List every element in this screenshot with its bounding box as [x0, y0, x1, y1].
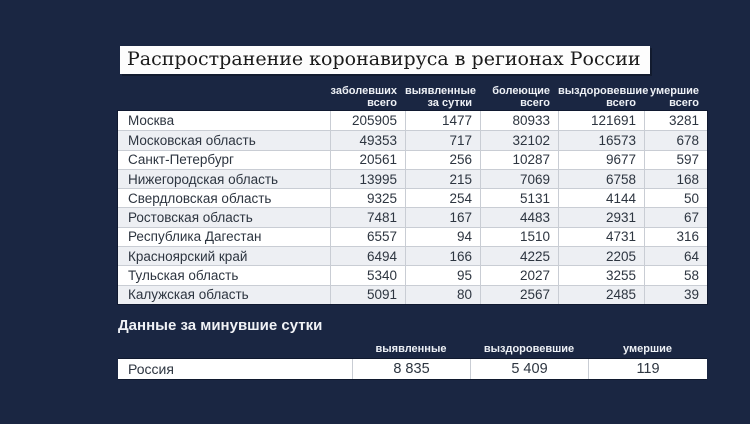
value-cell: 2205 — [558, 247, 644, 265]
header-detected-per-day: выявленные за сутки — [405, 85, 476, 109]
daily-value-cell: 8 835 — [352, 359, 470, 379]
value-cell: 678 — [644, 131, 707, 149]
value-cell: 4483 — [480, 208, 558, 226]
value-cell: 6557 — [330, 228, 405, 246]
value-cell: 215 — [405, 170, 480, 188]
region-name: Ростовская область — [128, 210, 253, 226]
value-cell: 2485 — [558, 286, 644, 304]
header-recovered-total: выздоровевшие всего — [558, 85, 649, 109]
country-name: Россия — [128, 361, 174, 377]
value-cell: 13995 — [330, 170, 405, 188]
value-cell: 80933 — [480, 111, 558, 130]
value-cell: 256 — [405, 151, 480, 169]
daily-header-recovered: выздоровевшие — [483, 343, 575, 355]
value-cell: 58 — [644, 266, 707, 284]
value-cell: 2027 — [480, 266, 558, 284]
value-cell: 95 — [405, 266, 480, 284]
value-cell: 5340 — [330, 266, 405, 284]
region-name: Красноярский край — [128, 248, 248, 264]
table-row — [118, 188, 707, 207]
value-cell: 597 — [644, 151, 707, 169]
table-row — [118, 130, 707, 149]
region-name: Калужская область — [128, 287, 249, 303]
value-cell: 7481 — [330, 208, 405, 226]
value-cell: 49353 — [330, 131, 405, 149]
value-cell: 121691 — [558, 111, 644, 130]
region-name: Свердловская область — [128, 190, 272, 206]
value-cell: 4144 — [558, 189, 644, 207]
region-name: Московская область — [128, 132, 256, 148]
table-row — [118, 227, 707, 246]
value-cell: 1510 — [480, 228, 558, 246]
value-cell: 7069 — [480, 170, 558, 188]
daily-value-cell: 119 — [588, 359, 707, 379]
daily-table-row — [118, 358, 707, 380]
value-cell: 9325 — [330, 189, 405, 207]
value-cell: 168 — [644, 170, 707, 188]
regions-table — [118, 85, 707, 304]
daily-table-header — [118, 343, 707, 358]
daily-rows — [118, 358, 707, 380]
daily-header-spacer — [118, 343, 352, 358]
value-cell: 717 — [405, 131, 480, 149]
daily-header-died: умершие — [623, 343, 672, 355]
value-cell: 3255 — [558, 266, 644, 284]
value-cell: 20561 — [330, 151, 405, 169]
page-title-text: Распространение коронавируса в регионах России — [127, 48, 641, 70]
value-cell: 10287 — [480, 151, 558, 169]
value-cell: 166 — [405, 247, 480, 265]
region-name: Республика Дагестан — [128, 229, 262, 245]
value-cell: 67 — [644, 208, 707, 226]
header-died-total: умершие всего — [650, 85, 699, 109]
value-cell: 6494 — [330, 247, 405, 265]
value-cell: 32102 — [480, 131, 558, 149]
value-cell: 1477 — [405, 111, 480, 130]
value-cell: 50 — [644, 189, 707, 207]
value-cell: 4731 — [558, 228, 644, 246]
table-row — [118, 169, 707, 188]
regions-rows — [118, 111, 707, 304]
table-row — [118, 285, 707, 304]
value-cell: 9677 — [558, 151, 644, 169]
value-cell: 3281 — [644, 111, 707, 130]
regions-table-header — [118, 85, 707, 111]
region-name: Тульская область — [128, 268, 239, 284]
value-cell: 2931 — [558, 208, 644, 226]
value-cell: 316 — [644, 228, 707, 246]
value-cell: 5091 — [330, 286, 405, 304]
value-cell: 94 — [405, 228, 480, 246]
region-name: Москва — [128, 113, 175, 129]
daily-table — [118, 343, 707, 380]
value-cell: 16573 — [558, 131, 644, 149]
value-cell: 254 — [405, 189, 480, 207]
daily-value-cell: 5 409 — [470, 359, 588, 379]
region-name: Нижегородская область — [128, 171, 279, 187]
value-cell: 167 — [405, 208, 480, 226]
table-row — [118, 246, 707, 265]
table-row — [118, 150, 707, 169]
value-cell: 64 — [644, 247, 707, 265]
value-cell: 2567 — [480, 286, 558, 304]
value-cell: 39 — [644, 286, 707, 304]
table-row — [118, 207, 707, 226]
header-infected-total: заболевших всего — [330, 85, 397, 109]
value-cell: 205905 — [330, 111, 405, 130]
daily-section-heading: Данные за минувшие сутки — [118, 317, 323, 334]
value-cell: 6758 — [558, 170, 644, 188]
value-cell: 4225 — [480, 247, 558, 265]
region-name: Санкт-Петербург — [128, 152, 234, 168]
daily-header-detected: выявленные — [375, 343, 447, 355]
page-title — [120, 46, 650, 74]
value-cell: 5131 — [480, 189, 558, 207]
value-cell: 80 — [405, 286, 480, 304]
header-sick-total: болеющие всего — [492, 85, 550, 109]
table-row — [118, 265, 707, 284]
table-row — [118, 111, 707, 130]
